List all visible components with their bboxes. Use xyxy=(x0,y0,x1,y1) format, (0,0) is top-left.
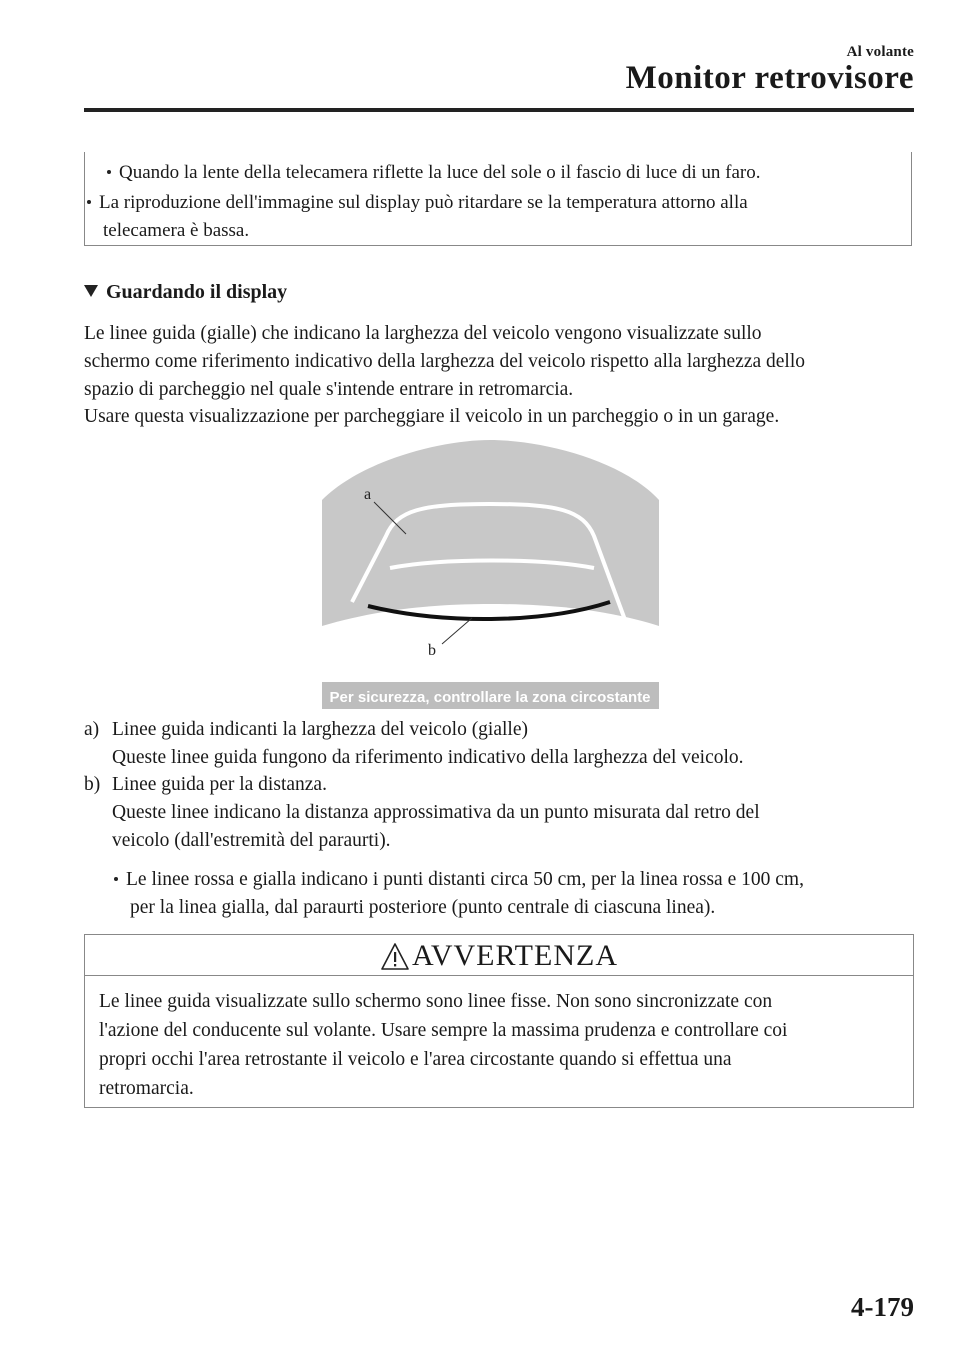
legend-text-b: veicolo (dall'estremità del paraurti). xyxy=(112,830,391,851)
intro-line: schermo come riferimento indicativo della larghezza del veicolo rispetto alla larghezza dello xyxy=(84,351,806,372)
note-item: La riproduzione dell'immagine sul display può ritardare se la temperatura attorno alla xyxy=(87,188,748,218)
warning-box xyxy=(84,934,914,1108)
legend-marker-a: a) xyxy=(84,719,100,740)
note-item-continuation: telecamera è bassa. xyxy=(103,220,250,241)
triangle-down-icon xyxy=(84,285,98,297)
camera-display-illustration xyxy=(322,432,659,709)
bullet-icon xyxy=(114,877,118,881)
legend-text-b: Queste linee indicano la distanza approssimativa da un punto misurata dal retro del xyxy=(112,802,760,823)
legend-marker-b: b) xyxy=(84,774,101,795)
rear-camera-display-figure xyxy=(322,432,659,709)
bullet-icon xyxy=(107,170,111,174)
note-item: Quando la lente della telecamera riflette la luce del sole o il fascio di luce di un faro. xyxy=(107,158,761,188)
intro-line: spazio di parcheggio nel quale s'intende entrare in retromarcia. xyxy=(84,379,574,400)
section-label: Al volante xyxy=(846,44,914,60)
page-number: 4-179 xyxy=(851,1292,914,1322)
page-title: Monitor retrovisore xyxy=(625,60,914,96)
intro-line: Usare questa visualizzazione per parcheggiare il veicolo in un parcheggio o in un garage. xyxy=(84,406,780,427)
note-box xyxy=(84,152,912,246)
section-heading: Guardando il display xyxy=(84,281,287,304)
legend-title-a: Linee guida indicanti la larghezza del veicolo (gialle) xyxy=(112,719,528,740)
display-caption: Per sicurezza, controllare la zona circostante xyxy=(329,689,651,706)
title-divider xyxy=(84,108,914,112)
intro-line: Le linee guida (gialle) che indicano la larghezza del veicolo vengono visualizzate sullo xyxy=(84,323,762,344)
callout-label-b: b xyxy=(428,642,436,659)
warning-title: AVVERTENZA xyxy=(412,939,618,972)
legend-title-b: Linee guida per la distanza. xyxy=(112,774,327,795)
warning-header xyxy=(85,935,913,976)
legend-text-a: Queste linee guida fungono da riferimento indicativo della larghezza del veicolo. xyxy=(112,747,744,768)
legend-bullet-b-continuation: per la linea gialla, dal paraurti posteriore (punto centrale di ciascuna linea). xyxy=(130,897,716,918)
warning-line: Le linee guida visualizzate sullo schermo sono linee fisse. Non sono sincronizzate con xyxy=(99,991,773,1012)
warning-line: l'azione del conducente sul volante. Usare sempre la massima prudenza e controllare coi xyxy=(99,1020,788,1041)
warning-line: propri occhi l'area retrostante il veicolo e l'area circostante quando si effettua una xyxy=(99,1049,732,1070)
legend-bullet-b: Le linee rossa e gialla indicano i punti distanti circa 50 cm, per la linea rossa e 100 cm, xyxy=(114,866,804,894)
warning-triangle-icon xyxy=(380,942,410,972)
warning-line: retromarcia. xyxy=(99,1078,194,1099)
warning-body xyxy=(99,987,787,1103)
bullet-icon xyxy=(87,200,91,204)
callout-label-a: a xyxy=(364,486,372,503)
